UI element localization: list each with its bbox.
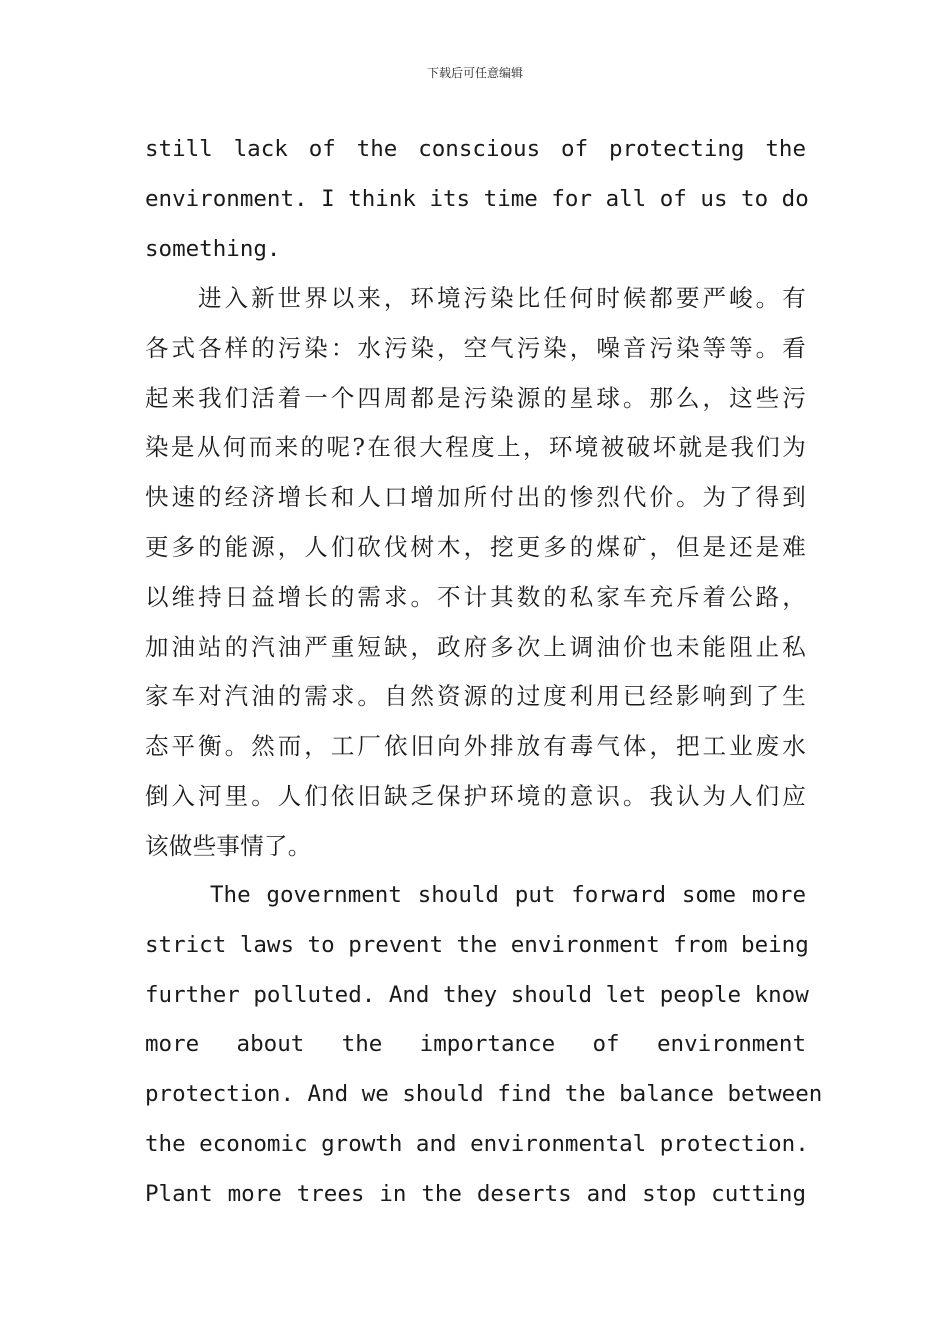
text-line: 倒入河里。人们依旧缺乏保护环境的意识。我认为人们应 xyxy=(145,781,806,810)
text-line: further polluted. And they should let people know xyxy=(145,981,809,1008)
text-line: 各式各样的污染：水污染，空气污染，噪音污染等等。看 xyxy=(145,333,806,362)
text-line: 染是从何而来的呢?在很大程度上，环境被破坏就是我们为 xyxy=(145,433,806,462)
text-line: more about the importance of environment xyxy=(145,1031,806,1058)
text-line: strict laws to prevent the environment from being xyxy=(145,931,809,958)
page-header: 下载后可任意编辑 xyxy=(426,66,523,80)
text-line: 进入新世界以来，环境污染比任何时候都要严峻。有 xyxy=(198,284,806,312)
text-line: 该做些事情了。 xyxy=(145,831,312,860)
text-line: 态平衡。然而，工厂依旧向外排放有毒气体，把工业废水 xyxy=(145,732,806,761)
text-line: protection. And we should find the balance between xyxy=(145,1081,823,1108)
text-line: 以维持日益增长的需求。不计其数的私家车充斥着公路， xyxy=(145,582,806,611)
text-line: 更多的能源，人们砍伐树木，挖更多的煤矿，但是还是难 xyxy=(145,532,806,561)
text-line: The government should put forward some more xyxy=(210,882,806,908)
paragraph-english-1 xyxy=(145,125,809,274)
text-line: 起来我们活着一个四周都是污染源的星球。那么，这些污 xyxy=(145,383,806,412)
text-line: something. xyxy=(145,235,281,262)
text-line: 家车对汽油的需求。自然资源的过度利用已经影响到了生 xyxy=(145,682,806,711)
text-line: the economic growth and environmental protection. xyxy=(145,1130,809,1157)
text-line: environment. I think its time for all of us to do xyxy=(145,185,809,212)
text-line: 快速的经济增长和人口增加所付出的惨烈代价。为了得到 xyxy=(145,483,806,512)
text-line: 加油站的汽油严重短缺，政府多次上调油价也未能阻止私 xyxy=(145,632,806,661)
paragraph-chinese xyxy=(145,274,806,872)
text-line: Plant more trees in the deserts and stop cutting xyxy=(145,1180,806,1207)
text-line: still lack of the conscious of protecting the xyxy=(145,136,806,162)
paragraph-english-2 xyxy=(145,871,823,1220)
